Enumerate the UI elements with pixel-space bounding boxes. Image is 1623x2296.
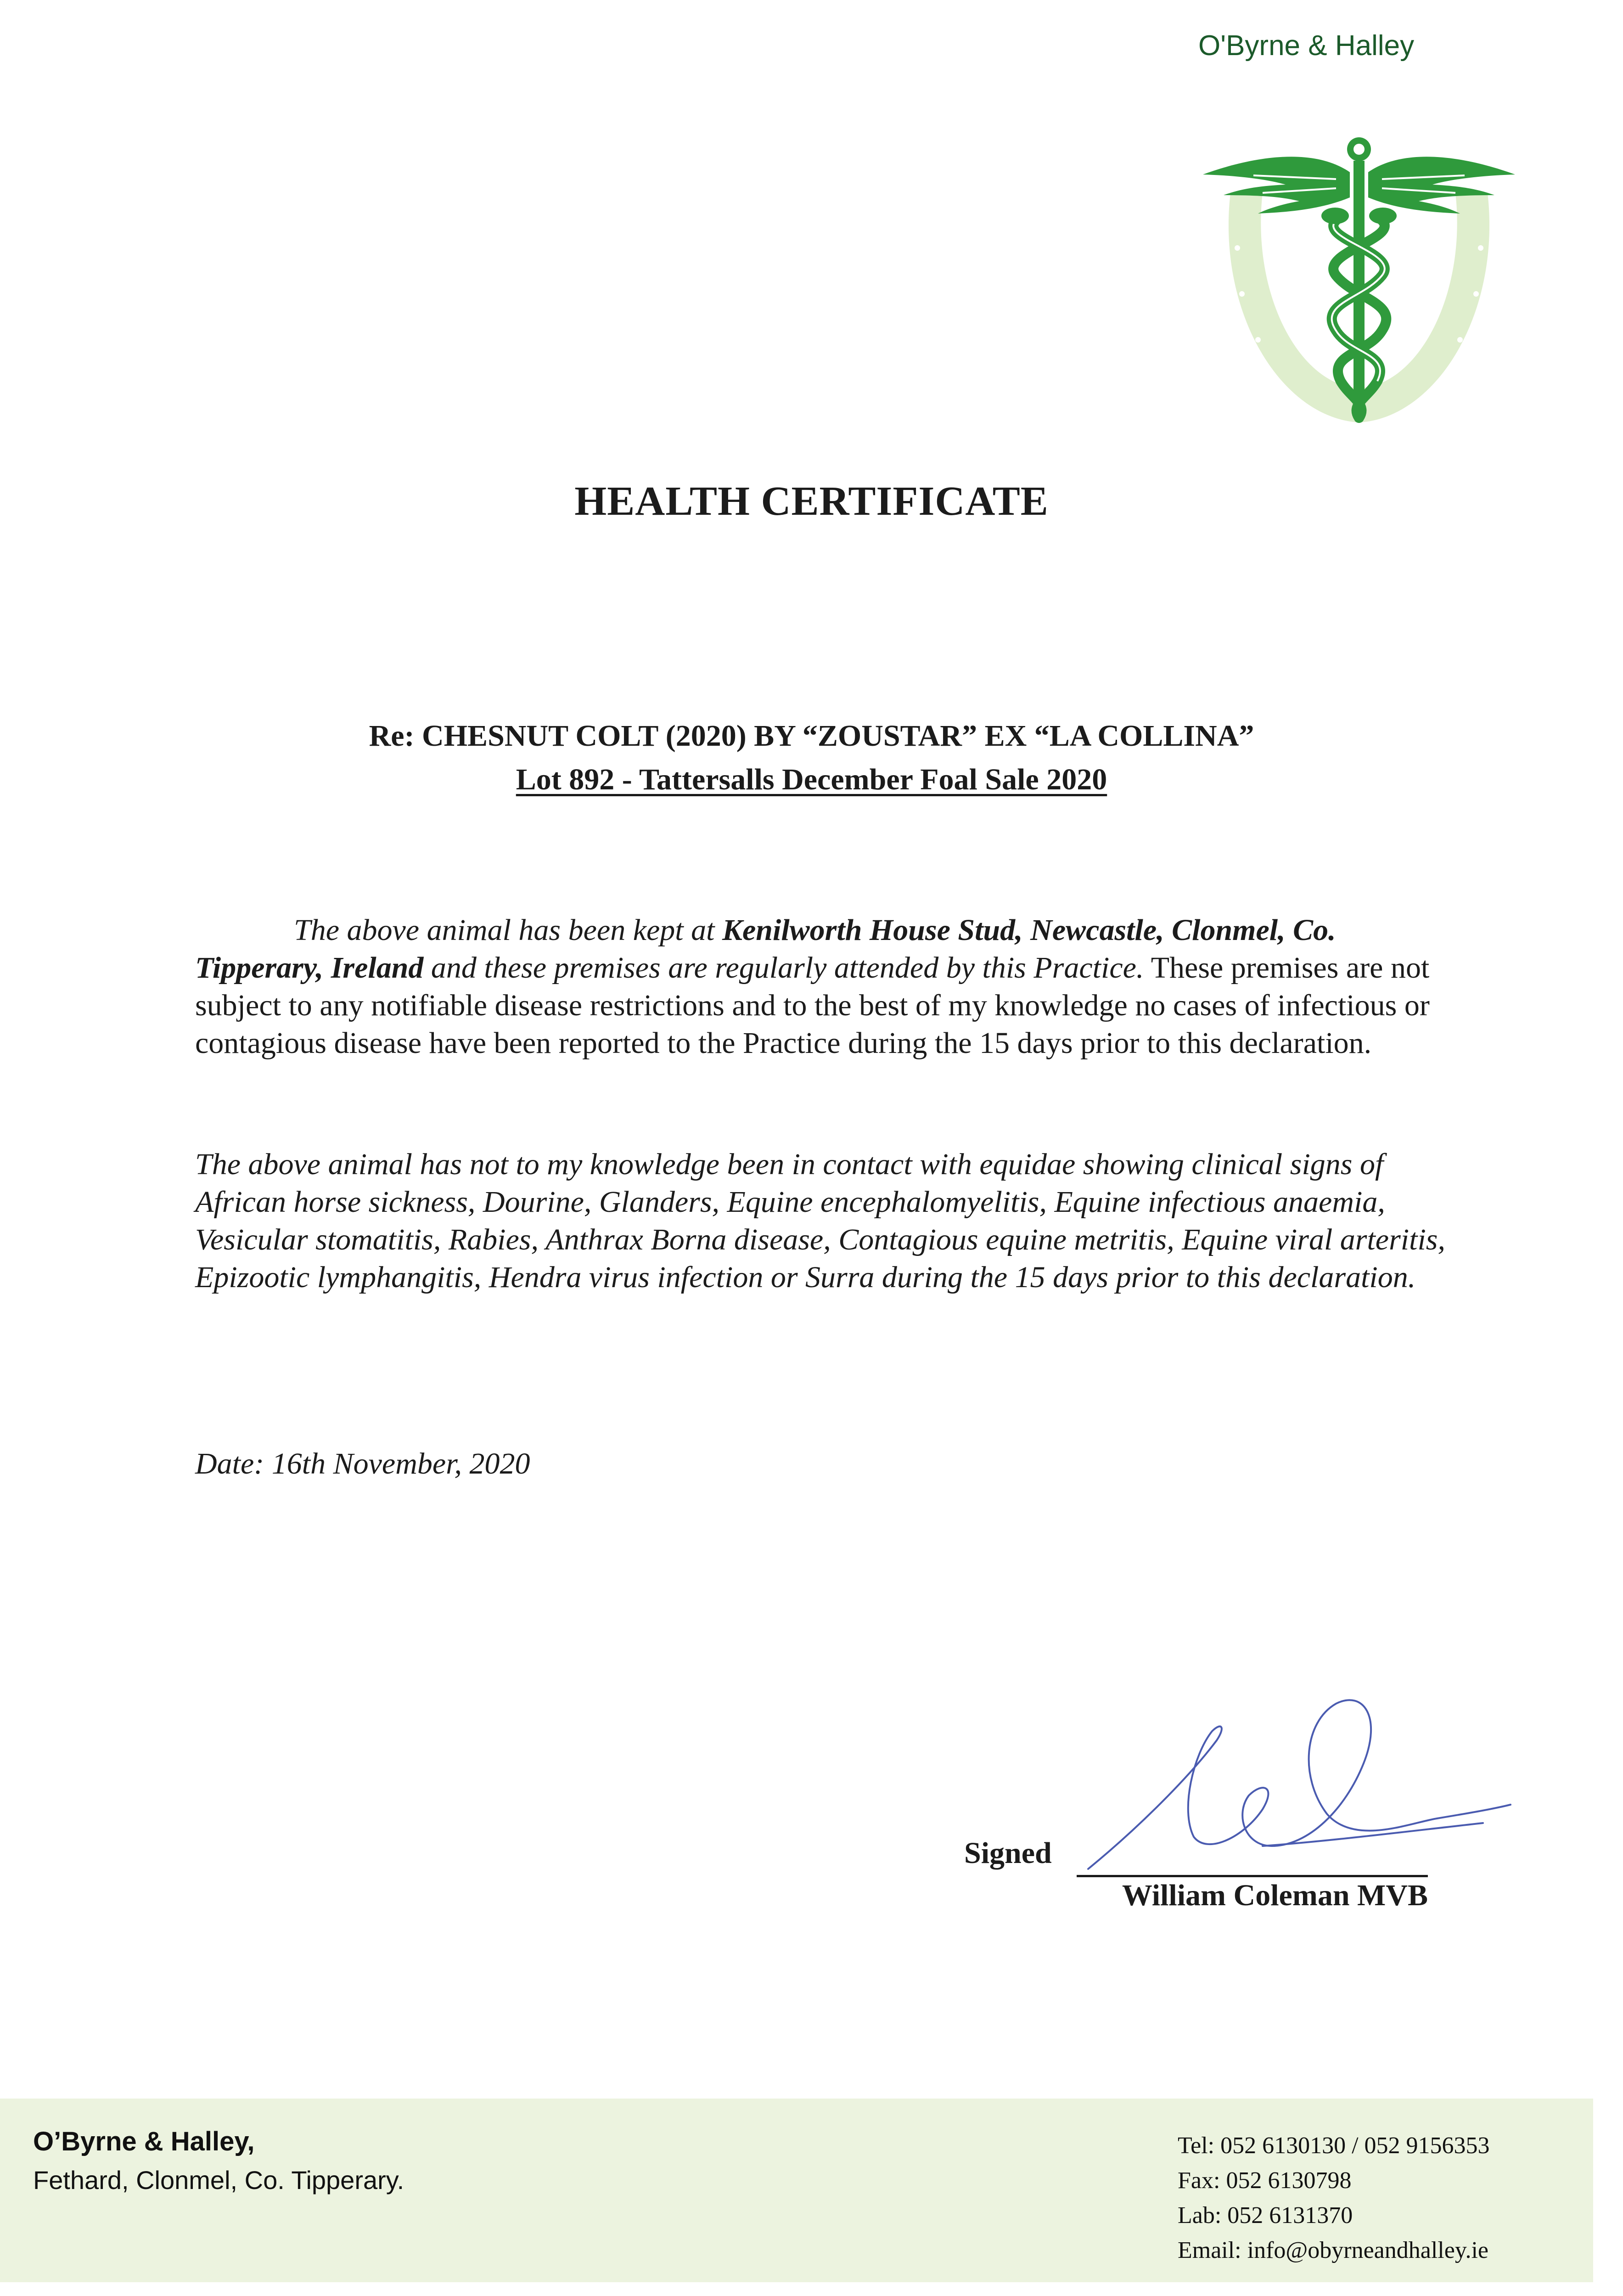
signer-name: William Coleman MVB [1122, 1879, 1428, 1912]
footer-address: Fethard, Clonmel, Co. Tipperary. [33, 2166, 404, 2195]
signed-label: Signed [964, 1836, 1052, 1870]
footer-practice-name: O’Byrne & Halley, [33, 2127, 255, 2156]
footer-lab: Lab: 052 6131370 [1178, 2202, 1353, 2228]
disease-contact-paragraph: The above animal has not to my knowledge been in contact with equidae showing clinical signs of African horse sickness, Dourine, Glanders, Equine encephalomyelitis, Equine infectious anaemia, Vesicular stomatitis, Rabies, Anthrax Borna disease, Contagious equine metritis, Equine viral arteritis, Epizootic lymphangitis, Hendra virus infection or Surra during the 15 days prior to this declaration. [195, 1148, 1445, 1294]
logo-wordmark: O'Byrne & Halley [1198, 30, 1415, 62]
para1-intro: The above animal has been kept at [294, 913, 722, 947]
caduceus-horseshoe-logo-icon [1198, 30, 1520, 450]
declaration-date: Date: 16th November, 2020 [195, 1447, 530, 1480]
practice-logo [1198, 30, 1520, 450]
letterhead-footer [0, 2099, 1593, 2282]
lot-text: Lot 892 - Tattersalls December Foal Sale 2020 [516, 763, 1107, 796]
footer-email[interactable]: Email: info@obyrneandhalley.ie [1178, 2237, 1488, 2263]
footer-contact [1178, 2128, 1490, 2268]
para1-middle: and these premises are regularly attended by this Practice. [423, 951, 1144, 985]
lot-line [0, 762, 1623, 797]
footer-tel: Tel: 052 6130130 / 052 9156353 [1178, 2133, 1490, 2159]
premises-paragraph [195, 912, 1462, 1062]
footer-fax: Fax: 052 6130798 [1178, 2167, 1352, 2194]
document-title: HEALTH CERTIFICATE [574, 478, 1049, 524]
para1-rest: These premises are not subject to any notifiable disease restrictions and to the best of my knowledge no cases of infectious or contagious disease have been reported to the Practice during the 15 days prior to this declaration. [195, 951, 1430, 1060]
subject-line: Re: CHESNUT COLT (2020) BY “ZOUSTAR” EX “LA COLLINA” [369, 719, 1254, 753]
premises-name: Kenilworth House Stud, Newcastle, Clonmel, Co. Tipperary, Ireland [195, 913, 1336, 985]
handwritten-signature [1070, 1671, 1511, 1883]
signature-line [1077, 1875, 1428, 1877]
signature-icon [1070, 1671, 1511, 1883]
